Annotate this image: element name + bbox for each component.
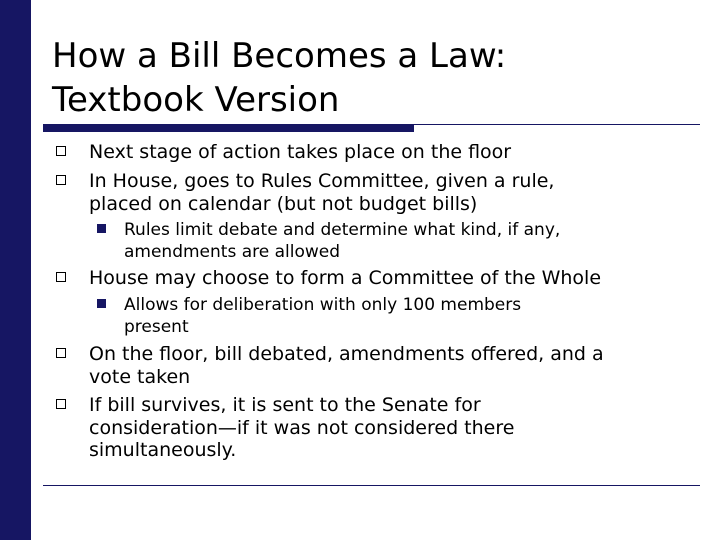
slide-title: [52, 34, 692, 122]
hollow-square-bullet-icon: [56, 146, 66, 156]
sub-bullet-item: [124, 219, 684, 263]
filled-square-bullet-icon: [97, 224, 106, 233]
bullet-line: placed on calendar (but not budget bills): [89, 192, 478, 215]
filled-square-bullet-icon: [97, 299, 106, 308]
bullet-line: Allows for deliberation with only 100 members: [124, 295, 522, 315]
bullet-item: [89, 170, 689, 215]
hollow-square-bullet-icon: [56, 272, 66, 282]
hollow-square-bullet-icon: [56, 348, 66, 358]
bullet-line: amendments are allowed: [124, 242, 341, 262]
bullet-line: On the floor, bill debated, amendments offered, and a: [89, 343, 604, 365]
bullet-item: [89, 394, 689, 462]
hollow-square-bullet-icon: [56, 399, 66, 409]
bullet-line: If bill survives, it is sent to the Senate for: [89, 394, 481, 416]
title-underline-thin: [414, 124, 700, 125]
title-line-2: Textbook Version: [52, 80, 340, 120]
bullet-line: simultaneously.: [89, 439, 237, 461]
bullet-line: consideration—if it was not considered there: [89, 416, 515, 439]
hollow-square-bullet-icon: [56, 175, 66, 185]
bullet-line: In House, goes to Rules Committee, given a rule,: [89, 170, 555, 192]
slide-side-bar: [0, 0, 31, 540]
bullet-line: Rules limit debate and determine what kind, if any,: [124, 220, 561, 240]
bullet-item: [89, 141, 689, 164]
footer-rule: [43, 485, 700, 486]
sub-bullet-item: [124, 294, 684, 338]
bullet-line: House may choose to form a Committee of the Whole: [89, 267, 602, 289]
title-underline-thick: [43, 124, 414, 132]
bullet-line: vote taken: [89, 365, 191, 388]
bullet-line: Next stage of action takes place on the floor: [89, 141, 512, 163]
bullet-item: [89, 343, 689, 388]
bullet-line: present: [124, 317, 189, 337]
bullet-item: [89, 267, 689, 290]
title-line-1: How a Bill Becomes a Law:: [52, 36, 507, 76]
